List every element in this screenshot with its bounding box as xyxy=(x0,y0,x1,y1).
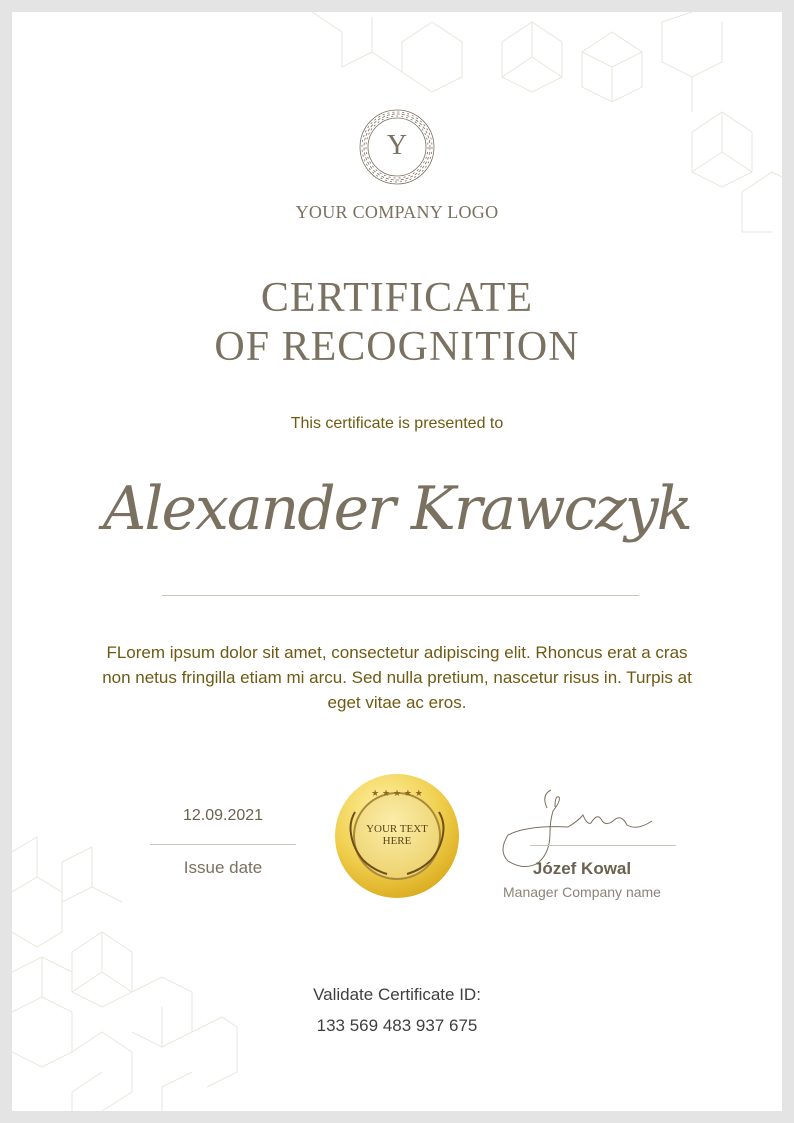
seal-text-line-2: HERE xyxy=(382,835,412,847)
certificate-title xyxy=(12,274,782,372)
title-line-2: OF RECOGNITION xyxy=(214,324,580,370)
certificate-page xyxy=(12,12,782,1111)
logo-letter: Y xyxy=(386,130,408,161)
svg-text:★ ★ ★ ★ ★: ★ ★ ★ ★ ★ xyxy=(371,789,423,799)
seal-text xyxy=(348,823,446,847)
presented-to-text: This certificate is presented to xyxy=(290,415,504,432)
issue-date-line xyxy=(150,844,296,845)
certificate-id: 133 569 483 937 675 xyxy=(316,1016,478,1035)
signer-name: Józef Kowal xyxy=(532,859,632,878)
company-logo-text: YOUR COMPANY LOGO xyxy=(295,202,499,222)
seal-text-line-1: YOUR TEXT xyxy=(366,823,428,835)
signer-role: Manager Company name xyxy=(503,884,661,900)
recipient-name: Alexander Krawczyk xyxy=(102,474,692,544)
issue-date-label: Issue date xyxy=(183,858,263,877)
signature-line xyxy=(530,845,676,846)
name-underline xyxy=(162,595,639,596)
issue-date-value: 12.09.2021 xyxy=(182,807,264,824)
description-text: FLorem ipsum dolor sit amet, consectetur adipiscing elit. Rhoncus erat a cras non netus fringilla etiam mi arcu. Sed nulla pretium, nascetur risus in. Turpis at eget vitae ac eros. xyxy=(102,643,692,712)
validate-label: Validate Certificate ID: xyxy=(313,985,481,1004)
title-line-1: CERTIFICATE xyxy=(260,275,534,321)
